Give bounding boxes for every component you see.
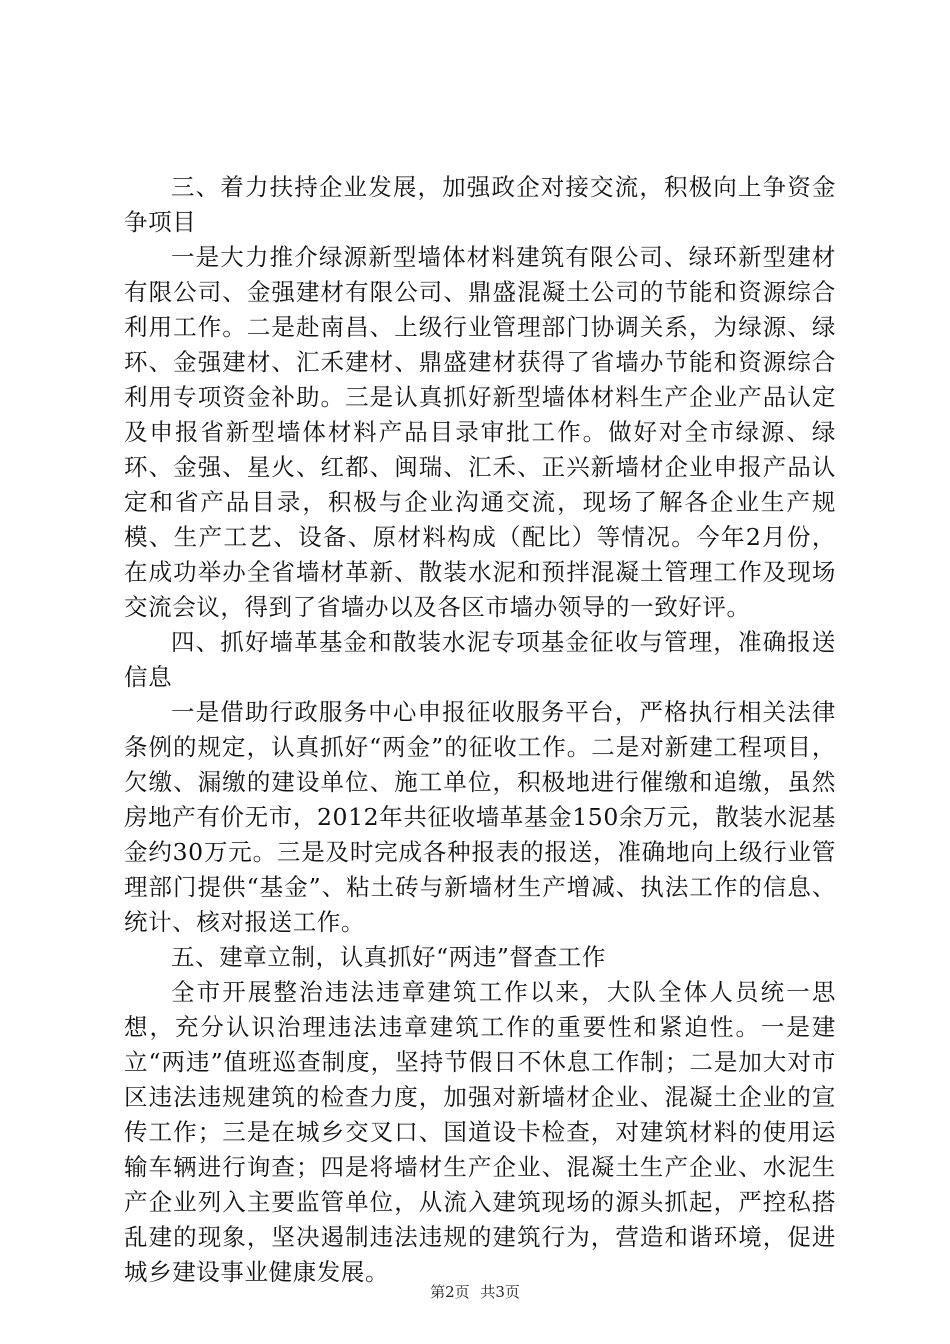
section-heading-5: 五、建章立制，认真抓好“两违”督查工作 [171, 943, 606, 971]
body-paragraph: 一是大力推介绿源新型墙体材料建筑有限公司、绿环新型建材有限公司、金强建材有限公司、鼎盛混凝土公司的节能和资源综合利用工作。二是赴南昌、上级行业管理部门协调关系，为绿源、绿环、金强建材、汇禾建材、鼎盛建材获得了省墙办节能和资源综合利用专项资金补助。三是认真抓好新型墙体材料生产企业产品认定及申报省新型墙体材料产品目录审批工作。做好对全市绿源、绿环、金强、星火、红都、闽瑞、汇禾、正兴新墙材企业申报产品认定和省产品目录，积极与企业沟通交流，现场了解各企业生产规模、生产工艺、设备、原材料构成（配比）等情况。今年2月份，在成功举办全省墙材革新、散装水泥和预拌混凝土管理工作及现场交流会议，得到了省墙办以及各区市墙办领导的一致好评。 [124, 243, 836, 621]
body-paragraph: 一是借助行政服务中心申报征收服务平台，严格执行相关法律条例的规定，认真抓好“两金”的征收工作。二是对新建工程项目，欠缴、漏缴的建设单位、施工单位，积极地进行催缴和追缴，虽然房地产有价无市，2012年共征收墙革基金150余万元，散装水泥基金约30万元。三是及时完成各种报表的报送，准确地向上级行业管理部门提供“基金”、粘土砖与新墙材生产增减、执法工作的信息、统计、核对报送工作。 [124, 698, 836, 936]
document-body [124, 170, 836, 1290]
page-footer [0, 1282, 950, 1302]
page-total: 共3页 [480, 1283, 520, 1301]
page-number: 第2页 [430, 1283, 470, 1301]
section-heading-3: 三、着力扶持企业发展，加强政企对接交流，积极向上争资金争项目 [124, 173, 836, 236]
section-heading-4: 四、抓好墙革基金和散装水泥专项基金征收与管理，准确报送信息 [124, 628, 836, 691]
body-paragraph: 全市开展整治违法违章建筑工作以来，大队全体人员统一思想，充分认识治理违法违章建筑工作的重要性和紧迫性。一是建立“两违”值班巡查制度，坚持节假日不休息工作制；二是加大对市区违法违规建筑的检查力度，加强对新墙材企业、混凝土企业的宣传工作；三是在城乡交叉口、国道设卡检查，对建筑材料的使用运输车辆进行询查；四是将墙材生产企业、混凝土生产企业、水泥生产企业列入主要监管单位，从流入建筑现场的源头抓起，严控私搭乱建的现象，坚决遏制违法违规的建筑行为，营造和谐环境，促进城乡建设事业健康发展。 [124, 978, 836, 1286]
